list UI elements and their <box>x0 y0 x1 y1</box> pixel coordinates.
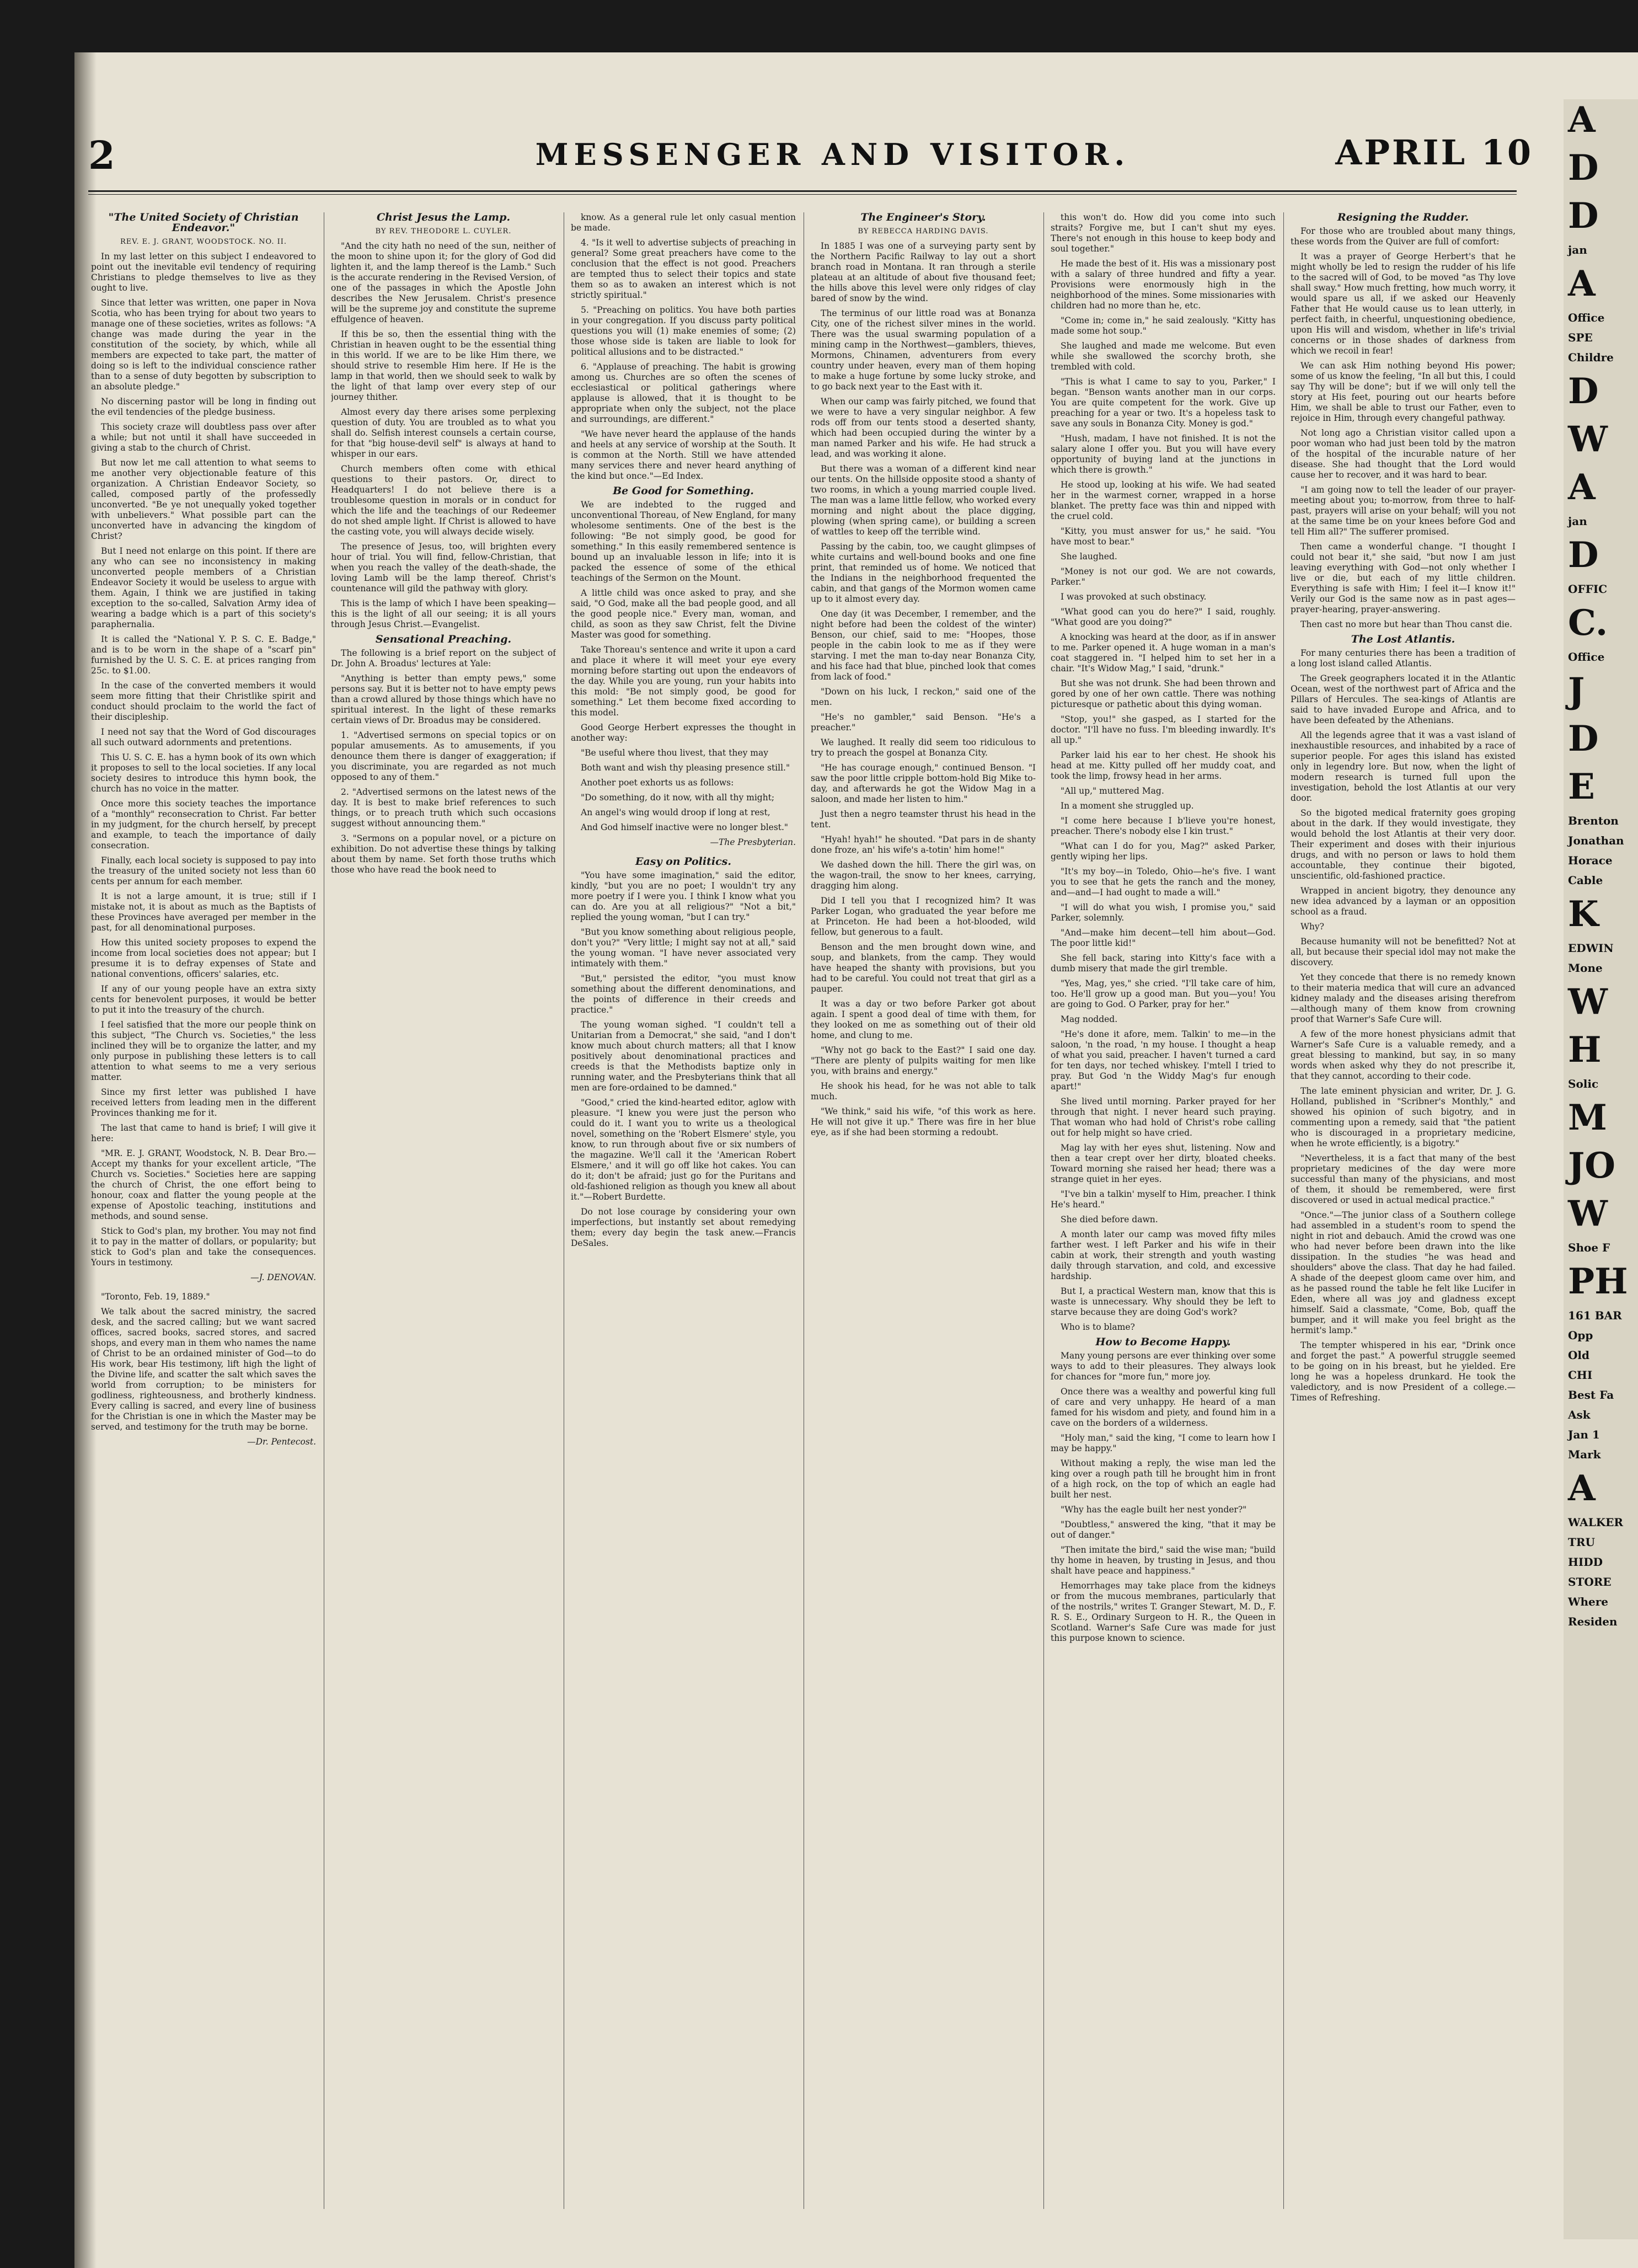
section-body <box>571 500 796 743</box>
section-title: The Lost Atlantis. <box>1351 633 1455 645</box>
article-title: Christ Jesus the Lamp. <box>376 212 511 223</box>
column-5 <box>1051 212 1276 2209</box>
paragraph: "And the city hath no need of the sun, neither of the moon to shine upon it; for the glory of God did lighten it, and the lamp thereof is the Lamb." Such is the accurate rendering in the Revised Version, of one of the passages in which the Apostle John describes the New Jerusalem. Christ's presence will be the supreme joy and constitute the supreme effulgence of heaven. <box>331 241 556 324</box>
adjacent-page-fragment: A <box>1568 1468 1596 1509</box>
paragraph: "Kitty, you must answer for us," he said. "You have most to bear." <box>1051 526 1276 547</box>
paragraph: A little child was once asked to pray, and she said, "O God, make all the bad people good, and all the good people nice." Every man, woman, and child, as soon as they saw Christ, felt the Divine Master was good for something. <box>571 588 796 640</box>
paragraph: Parker laid his ear to her chest. He shook his head at me. Kitty pulled off her muddy coat, and took the limp, frowsy head in her arms. <box>1051 750 1276 781</box>
adjacent-page-fragment: Childre <box>1568 351 1614 364</box>
paragraph: Why? <box>1300 922 1324 932</box>
adjacent-page-fragment: A <box>1568 467 1596 508</box>
paragraph: No discerning pastor will be long in finding out the evil tendencies of the pledge business. <box>91 397 316 417</box>
adjacent-page-fragment: H <box>1568 1029 1602 1071</box>
article-signature: —J. DENOVAN. <box>250 1272 316 1282</box>
paragraph: An angel's wing would droop if long at rest, <box>581 807 770 817</box>
paragraph: She died before dawn. <box>1061 1215 1158 1224</box>
adjacent-page-fragment: JO <box>1568 1145 1616 1186</box>
paragraph: Passing by the cabin, too, we caught glimpses of white curtains and well-bound books and one fine print, that reminded us of home. We noticed that the Indians in the neighborhood frequented the cabin, and that gangs of the Mormon women came up to it almost every day. <box>811 542 1036 604</box>
article-body <box>91 252 316 1268</box>
adjacent-page-fragment: Brenton <box>1568 814 1619 827</box>
adjacent-page-fragment: D <box>1568 534 1599 576</box>
paragraph: It was a day or two before Parker got about again. I spent a good deal of time with them, for they looked on me as something out of their old home, and clung to me. <box>811 999 1036 1040</box>
paragraph: If any of our young people have an extra sixty cents for benevolent purposes, it would be better to put it into the treasury of the church. <box>91 984 316 1015</box>
page-header <box>88 132 1577 182</box>
paragraph: This society craze will doubtless pass over after a while; but not until it shall have succeeded in giving a stab to the church of Christ. <box>91 422 316 453</box>
paragraph: "And—make him decent—tell him about—God. The poor little kid!" <box>1051 928 1276 948</box>
paragraph: "Why not go back to the East?" I said one day. "There are plenty of pulpits waiting for men like you, with brains and energy." <box>811 1045 1036 1076</box>
paragraph: "I've bin a talkin' myself to Him, preacher. I think He's heard." <box>1051 1189 1276 1210</box>
adjacent-page-fragment: W <box>1568 981 1608 1023</box>
section-body <box>1291 1210 1516 1403</box>
adjacent-page-fragment: Shoe F <box>1568 1241 1610 1254</box>
paragraph: "We have never heard the applause of the hands and heels at any service of worship at the South. It is common at the North. Still we have attended many services there and never heard anything of the kind but once."—Ed Index. <box>571 429 796 481</box>
paragraph: "Stop, you!" she gasped, as I started for the doctor. "I'll have no fuss. I'm bleeding inwardly. It's all up." <box>1051 714 1276 745</box>
paragraph: He stood up, looking at his wife. We had seated her in the warmest corner, wrapped in a horse blanket. The pretty face was thin and nipped with the cruel cold. <box>1051 480 1276 521</box>
article-byline: REV. E. J. GRANT, WOODSTOCK. NO. II. <box>120 238 287 246</box>
adjacent-page-fragment: D <box>1568 718 1599 759</box>
paragraph: Not long ago a Christian visitor called upon a poor woman who had just been told by the matron of the hospital of the incurable nature of her disease. She had thought that the Lord would cause her to recover, and it was hard to bear. <box>1291 428 1516 480</box>
adjacent-page-fragment: Residen <box>1568 1615 1618 1628</box>
paragraph: The terminus of our little road was at Bonanza City, one of the richest silver mines in the world. There was the usual swarming population of a mining camp in the Northwest—gamblers, thieves, Mormons, Chinamen, adventurers from every country under heaven, every man of them hoping to make a huge fortune by some lucky stroke, and to go back next year to the East with it. <box>811 308 1036 392</box>
paragraph: 2. "Advertised sermons on the latest news of the day. It is best to make brief references to such things, or to preach truth which such occasions suggest without announcing them." <box>331 787 556 828</box>
adjacent-page-fragment: HIDD <box>1568 1555 1603 1569</box>
column-4 <box>811 212 1036 2209</box>
section-body <box>1051 1351 1276 1644</box>
paragraph: But now let me call attention to what seems to me another very objectionable feature of this organization. A Christian Endeavor Society, so called, composed partly of the professedly unconverted. "Be ye not unequally yoked together with unbelievers." What possible part can the unconverted have in advancing the kingdom of Christ? <box>91 458 316 541</box>
article-body-extra <box>91 1292 316 1432</box>
paragraph: In the case of the converted members it would seem more fitting that their Christlike spirit and conduct should proclaim to the world the fact of their discipleship. <box>91 681 316 722</box>
paragraph: Mag lay with her eyes shut, listening. Now and then a tear crept over her dirty, bloated cheeks. Toward morning she raised her head; there was a strange quiet in her eyes. <box>1051 1143 1276 1184</box>
paragraph: I was provoked at such obstinacy. <box>1061 592 1207 602</box>
adjacent-page-fragment: A <box>1568 263 1596 304</box>
paragraph: "Down on his luck, I reckon," said one of the men. <box>811 687 1036 707</box>
paragraph: 6. "Applause of preaching. The habit is growing among us. Churches are so often the scenes of ecclesiastical or political gatherings where applause is allowed, that it is thought to be appropriate when only the subject, not the place and surroundings, are different." <box>571 362 796 424</box>
paragraph: "Do something, do it now, with all thy might; <box>581 793 775 803</box>
adjacent-page-fragment: WALKER <box>1568 1516 1624 1529</box>
paragraph: "Hush, madam, I have not finished. It is not the salary alone I offer you. But you will have every opportunity of buying land at the junctions in which there is growth." <box>1051 434 1276 475</box>
paragraph: Mag nodded. <box>1061 1014 1118 1024</box>
paragraph: This is the lamp of which I have been speaking—this is the light of all our seeing; it is all yours through Jesus Christ.—Evangelist. <box>331 598 556 629</box>
paragraph: "What can I do for you, Mag?" asked Parker, gently wiping her lips. <box>1051 841 1276 862</box>
adjacent-page-fragment: Best Fa <box>1568 1388 1614 1402</box>
paragraph: 5. "Preaching on politics. You have both parties in your congregation. If you discuss party political questions you will (1) make enemies of some; (2) those whose side is taken are liable to look for political allusions and to be distracted." <box>571 305 796 357</box>
column-rule <box>1283 212 1284 2209</box>
paragraph: In my last letter on this subject I endeavored to point out the inevitable evil tendency of requiring Christians to pledge themselves to live as they ought to live. <box>91 252 316 293</box>
article-byline: BY REBECCA HARDING DAVIS. <box>858 227 989 236</box>
paragraph: Stick to God's plan, my brother. You may not find it to pay in the matter of dollars, or popularity; but stick to God's plan and take the consequences. Yours in testimony. <box>91 1226 316 1267</box>
paragraph: She laughed. <box>1061 552 1117 561</box>
paragraph: "But you know something about religious people, don't you?" "Very little; I might say not at all," said the young woman. "I have never associated very intimately with them." <box>571 927 796 969</box>
adjacent-page-fragment: jan <box>1568 243 1587 256</box>
paragraph: How this united society proposes to expend the income from local societies does not appear; but I presume it is to defray expenses of State and national conventions, officers' salaries, etc. <box>91 938 316 979</box>
paragraph: We dashed down the hill. There the girl was, on the wagon-trail, the snow to her knees, carrying, dragging him along. <box>811 860 1036 891</box>
paragraph: "Doubtless," answered the king, "that it may be out of danger." <box>1051 1520 1276 1540</box>
poem-signature: —The Presbyterian. <box>710 837 796 847</box>
column-3 <box>571 212 796 2209</box>
paragraph: We are indebted to the rugged and unconventional Thoreau, of New England, for many wholesome sentiments. One of the best is the following: "Be not simply good, be good for something." In this easily remembered sentence is bound up an invaluable lesson in life; into it is packed the essence of some of the ethical teachings of the Sermon on the Mount. <box>571 500 796 583</box>
paragraph: A knocking was heard at the door, as if in answer to me. Parker opened it. A huge woman in a man's coat staggered in. "I helped him to set her in a chair. "It's Widow Mag," I said, "drunk." <box>1051 632 1276 673</box>
paragraph: Almost every day there arises some perplexing question of duty. You are troubled as to what you shall do. Selfish interest counsels a certain course, for that "big house-devil self" is always at hand to whisper in our ears. <box>331 407 556 459</box>
paragraph: A few of the more honest physicians admit that Warner's Safe Cure is a valuable remedy, and a great blessing to mankind, but say, in so many words when asked why they do not prescribe it, that they cannot, according to their code. <box>1291 1029 1516 1081</box>
paragraph: We can ask Him nothing beyond His power; some of us know the feeling, "In all but this, I could say Thy will be done"; but if we will only tell the story at His feet, pouring out our hearts before Him, we shall be able to trust our Father, even to rejoice in Him, through every changeful pathway. <box>1291 361 1516 423</box>
adjacent-page-edge <box>1564 99 1638 2239</box>
paragraph: He made the best of it. His was a missionary post with a salary of three hundred and fifty a year. Provisions were enormously high in the neighborhood of the mines. Some missionaries with children had no more than he, etc. <box>1051 259 1276 311</box>
adjacent-page-fragment: C. <box>1568 602 1608 644</box>
paragraph: She lived until morning. Parker prayed for her through that night. I never heard such praying. That woman who had hold of Christ's robe calling out for help might so have cried. <box>1051 1096 1276 1138</box>
section-title: How to Become Happy. <box>1095 1336 1231 1348</box>
paragraph: Wrapped in ancient bigotry, they denounce any new idea advanced by a layman or an opposition school as a fraud. <box>1291 886 1516 917</box>
paragraph: So the bigoted medical fraternity goes groping about in the dark. If they would investigate, they would behold the lost Atlantis at their very door. Their experiment and doses with their injurious drugs, and with no person or laws to hold them accountable, they continue their bigoted, unscientific, old-fashioned practice. <box>1291 808 1516 881</box>
adjacent-page-fragment: Old <box>1568 1349 1590 1362</box>
paragraph: "Come in; come in," he said zealously. "Kitty has made some hot soup." <box>1051 315 1276 336</box>
paragraph: Once there was a wealthy and powerful king full of care and very unhappy. He heard of a man famed for his wisdom and piety, and found him in a cave on the borders of a wilderness. <box>1051 1387 1276 1428</box>
paragraph: "MR. E. J. GRANT, Woodstock, N. B. Dear Bro.—Accept my thanks for your excellent article, "The Church vs. Societies." Societies here are sapping the church of Christ, the one effort being to honour, coax and flatter the young people at the expense of Apostolic teaching, institutions and methods, and sound sense. <box>91 1148 316 1221</box>
paragraph: The following is a brief report on the subject of Dr. John A. Broadus' lectures at Yale: <box>331 648 556 668</box>
adjacent-page-fragment: E <box>1568 766 1595 807</box>
column-rule <box>1043 212 1044 2209</box>
paragraph: "Hyah! hyah!" he shouted. "Dat pars in de shanty done froze, an' his wife's a-totin' him home!" <box>811 835 1036 855</box>
adjacent-page-fragment: K <box>1568 894 1599 935</box>
paragraph: "I am going now to tell the leader of our prayer-meeting about you; to-morrow, from three to half-past, prayers will arise on your behalf; will you not at the same time be on your knees before God and tell Him all?" The sufferer promised. <box>1291 485 1516 537</box>
paragraph: A month later our camp was moved fifty miles farther west. I left Parker and his wife in their cabin at work, their strength and youth wasting daily through starvation, and cold, and excessive hardship. <box>1051 1229 1276 1281</box>
paragraph: Many young persons are ever thinking over some ways to add to their pleasures. They always look for chances for "more fun," more joy. <box>1051 1351 1276 1382</box>
adjacent-page-fragment: M <box>1568 1097 1607 1138</box>
issue-date: APRIL 10 <box>1335 132 1533 173</box>
adjacent-page-fragment: CHI <box>1568 1368 1593 1382</box>
adjacent-page-fragment: TRU <box>1568 1536 1595 1549</box>
paragraph: She fell back, staring into Kitty's face with a dumb misery that made the girl tremble. <box>1051 953 1276 973</box>
adjacent-page-fragment: SPE <box>1568 331 1593 344</box>
paragraph: The presence of Jesus, too, will brighten every hour of trial. You will find, fellow-Christian, that when you reach the valley of the death-shade, the loving Lamb will be the lamp thereof. Christ's countenance will gild the pathway with glory. <box>331 542 556 593</box>
paragraph: Since that letter was written, one paper in Nova Scotia, who has been trying for about two years to manage one of these societies, writes as follows: "A change was made during the year in the constitution of the society, by which, while all members are expected to take part, the matter of doing so is left to the individual conscience rather than to a sense of duty begotten by subscription to an absolute pledge." <box>91 298 316 392</box>
paragraph: Without making a reply, the wise man led the king over a rough path till he brought him in front of a high rock, on the top of which an eagle had built her nest. <box>1051 1458 1276 1500</box>
paragraph: "I come here because I b'lieve you're honest, preacher. There's nobody else I kin trust." <box>1051 816 1276 836</box>
paragraph: All the legends agree that it was a vast island of inexhaustible resources, and inhabited by a race of superior people. For ages this island has existed only in legendry lore. But now, when the light of modern research is turned full upon the investigation, behold the lost Atlantis at our very door. <box>1291 730 1516 803</box>
adjacent-page-fragment: Mark <box>1568 1448 1601 1461</box>
paragraph: "Anything is better than empty pews," some persons say. But it is better not to have empty pews than a crowd allured by those things which have no spiritual interest. In the light of these remarks certain views of Dr. Broadus may be considered. <box>331 673 556 725</box>
paragraph: "You have some imagination," said the editor, kindly, "but you are no poet; I wouldn't try any more poetry if I were you. I think I know what you can do. Are you at all religious?" "Not a bit," replied the young woman, "but I can try." <box>571 870 796 922</box>
article-body <box>1291 226 1516 630</box>
article-body <box>811 241 1036 1138</box>
article-title: Resigning the Rudder. <box>1337 212 1469 223</box>
paragraph: Then cast no more but hear than Thou canst die. <box>1300 619 1512 629</box>
paragraph: Benson and the men brought down wine, and soup, and blankets, from the camp. They would have heaped the shanty with provisions, but you had to be careful. You could not treat that girl as a pauper. <box>811 942 1036 994</box>
paragraph: "But," persisted the editor, "you must know something about the different denominations, and the points of difference in their creeds and practice." <box>571 973 796 1015</box>
paragraph: One day (it was December, I remember, and the night before had been the coldest of the winter) Benson, our chief, said to me: "Hoopes, those people in the cabin look to me as if they were starving. I met the man to-day near Bonanza City, and his face had that blue, pinched look that comes from lack of food." <box>811 609 1036 682</box>
paragraph: "Yes, Mag, yes," she cried. "I'll take care of him, too. He'll grow up a good man. But you—you! You are going to God. O Parker, pray for her." <box>1051 978 1276 1009</box>
article-byline: BY REV. THEODORE L. CUYLER. <box>375 227 512 236</box>
paragraph: Finally, each local society is supposed to pay into the treasury of the united society not less than 60 cents per annum for each member. <box>91 855 316 886</box>
article-title: "The United Society of Christian Endeavor." <box>108 212 299 234</box>
page-number: 2 <box>88 132 115 178</box>
paragraph: The tempter whispered in his ear, "Drink once and forget the past." A powerful struggle seemed to be going on in his breast, but he yielded. Ere long he was a hopeless drunkard. He took the valedictory, and is now President of a college.—Times of Refreshing. <box>1291 1340 1516 1403</box>
section-title: Easy on Politics. <box>635 855 731 868</box>
adjacent-page-fragment: PH <box>1568 1261 1628 1302</box>
paragraph: "Toronto, Feb. 19, 1889." <box>101 1292 210 1302</box>
paragraph: The last that came to hand is brief; I will give it here: <box>91 1123 316 1143</box>
paragraph: The late eminent physician and writer, Dr. J. G. Holland, published in "Scribner's Monthly," and showed his opinion of such bigotry, and in commenting upon a remedy, said that "the patient who is discouraged in a proprietary medicine, when he wrote efficiently, is a bigotry." <box>1291 1086 1516 1148</box>
paragraph: I need not say that the Word of God discourages all such outward adornments and pretentions. <box>91 727 316 747</box>
section-title: Sensational Preaching. <box>375 633 512 645</box>
paragraph: Who is to blame? <box>1061 1322 1135 1332</box>
paragraph: "He has courage enough," continued Benson. "I saw the poor little cripple bottom-hold Big Mike to-day, and afterwards he got the Widow Mag in a saloon, and made her listen to him." <box>811 763 1036 804</box>
paragraph: It is not a large amount, it is true; still if I mistake not, it is about as much as the Baptists of these Provinces have averaged per member in the past, for all denominational purposes. <box>91 891 316 933</box>
paragraph: We laughed. It really did seem too ridiculous to try to preach the gospel at Bonanza City. <box>811 737 1036 758</box>
paragraph: The Greek geographers located it in the Atlantic Ocean, west of the northwest part of Africa and the Pillars of Hercules. The sea-kings of Atlantis are said to have invaded Europe and Africa, and to have been defeated by the Athenians. <box>1291 673 1516 725</box>
adjacent-page-fragment: Opp <box>1568 1329 1593 1342</box>
paragraph: But she was not drunk. She had been thrown and gored by one of her own cattle. There was nothing picturesque or pathetic about this dying woman. <box>1051 678 1276 709</box>
paragraph: "Once."—The junior class of a Southern college had assembled in a student's room to spend the night in riot and debauch. Amid the crowd was one who had never before been drawn into the like dissipation. In the studies "he was head and shoulders" above the class. That day he had failed. A shade of the deepest gloom came over him, and as he passed round the table he felt like Lucifer in Eden, where all was joy and gladness except himself. Said a classmate, "Come, Bob, quaff the bumper, and it will make you feel bright as the hermit's lamp." <box>1291 1210 1516 1335</box>
paragraph: He shook his head, for he was not able to talk much. <box>811 1081 1036 1101</box>
paragraph: If this be so, then the essential thing with the Christian in heaven ought to be the essential thing in this world. If we are to be like Him there, we should strive to resemble Him here. If He is the lamp in that world, then we should seek to walk by the light of that lamp over every step of our journey thither. <box>331 329 556 402</box>
section-title: Be Good for Something. <box>613 485 754 497</box>
adjacent-page-fragment: jan <box>1568 515 1587 528</box>
paragraph: It is called the "National Y. P. S. C. E. Badge," and is to be worn in the shape of a "scarf pin" furnished by the U. S. C. E. at prices ranging from 25c. to $1.00. <box>91 634 316 676</box>
paragraph: Hemorrhages may take place from the kidneys or from the mucous membranes, particularly that of the nostrils," writes T. Granger Stewart, M. D., F. R. S. E., Ordinary Surgeon to H. R., the Queen in Scotland. Warner's Safe Cure was made for just this purpose known to science. <box>1051 1581 1276 1643</box>
paragraph: Another poet exhorts us as follows: <box>581 778 734 788</box>
adjacent-page-fragment: A <box>1568 99 1596 141</box>
paragraph: In 1885 I was one of a surveying party sent by the Northern Pacific Railway to lay out a short branch road in Montana. It ran through a sterile plateau at an altitude of about five thousand feet; the hills above this level were only ridges of clay bared of snow by the wind. <box>811 241 1036 303</box>
article-body <box>331 241 556 630</box>
paragraph: "Holy man," said the king, "I come to learn how I may be happy." <box>1051 1433 1276 1453</box>
adjacent-page-fragment: Ask <box>1568 1408 1591 1421</box>
paragraph: Good George Herbert expresses the thought in another way: <box>571 723 796 743</box>
section-body <box>1291 648 1516 1206</box>
paragraph: For many centuries there has been a tradition of a long lost island called Atlantis. <box>1291 648 1516 668</box>
article-signature-extra: —Dr. Pentecost. <box>247 1437 316 1447</box>
paragraph: But there was a woman of a different kind near our tents. On the hillside opposite stood a shanty of two rooms, in which a young married couple lived. The man was a lame little fellow, who worked every morning and night about the place digging, plowing (when spring came), or building a screen of wattles to keep off the terrible wind. <box>811 464 1036 537</box>
paragraph: "This is what I came to say to you, Parker," I began. "Benson wants another man in our corps. You are quite competent for the work. Give up preaching for a year or two. It's a hopeless task to save any souls in Bonanza City. Money is god." <box>1051 377 1276 429</box>
paragraph: 4. "Is it well to advertise subjects of preaching in general? Some great preachers have come to the conclusion that the effect is not good. Preachers are tempted thus to select their topics and state them so as to awaken an interest which is not strictly spiritual." <box>571 238 796 300</box>
paragraph: Then came a wonderful change. "I thought I could not bear it," she said, "but now I am just leaving everything with God—not only whether I live or die, but each of my little children. Everything is safe with Him; I feel it—I know it!" Verily our God is the same now as in past ages—prayer-hearing, prayer-answering. <box>1291 542 1516 614</box>
paragraph: And God himself inactive were no longer blest." <box>581 822 789 832</box>
adjacent-page-fragment: EDWIN <box>1568 942 1614 955</box>
adjacent-page-fragment: Solic <box>1568 1077 1599 1090</box>
paragraph: "Money is not our god. We are not cowards, Parker." <box>1051 566 1276 587</box>
adjacent-page-fragment: W <box>1568 1193 1608 1234</box>
paragraph: Church members often come with ethical questions to their pastors. Or, direct to Headquarters! I do not believe there is a troublesome question in morals or in conduct for which the life and the teachings of our Redeemer do not shed ample light. If Christ is allowed to have the casting vote, you will always decide wisely. <box>331 464 556 537</box>
paragraph: Both want and wish thy pleasing presence still." <box>581 763 790 773</box>
paragraph: "Be useful where thou livest, that they may <box>581 748 768 758</box>
paragraph: Yet they concede that there is no remedy known to their materia medica that will cure an advanced kidney malady and the diseases arising therefrom—although many of them know from crowning proof that Warner's Safe Cure will. <box>1291 972 1516 1024</box>
paragraph: "Good," cried the kind-hearted editor, aglow with pleasure. "I knew you were just the person who could do it. I want you to write us a theological novel, something on the 'Robert Elsmere' style, you know, to run through about five or six numbers of the magazine. We'll call it the 'American Robert Elsmere,' and it will go off like hot cakes. You can do it; don't be afraid; just go for the Puritans and old-fashioned religion as though you knew all about it."—Robert Burdette. <box>571 1098 796 1202</box>
paragraph: We talk about the sacred ministry, the sacred desk, and the sacred calling; but we want sacred offices, sacred books, sacred stores, and sacred shops, and every man in them who names the name of Christ to be an ordained minister of God—to do His work, bear His testimony, lift high the light of the Divine life, and scatter the salt which saves the world from corruption; to be ministers for godliness, righteousness, and brotherly kindness. Every calling is sacred, and every line of business for the Christian is one in which the Master may be served, and testimony for the truth may be borne. <box>91 1307 316 1432</box>
paragraph: Once more this society teaches the importance of a "monthly" reconsecration to Christ. Far better in my judgment, for the church herself, by precept and example, to teach the importance of daily consecration. <box>91 799 316 851</box>
paragraph: "Why has the eagle built her nest yonder?" <box>1061 1505 1247 1515</box>
paragraph: "I will do what you wish, I promise you," said Parker, solemnly. <box>1051 902 1276 923</box>
paragraph: When our camp was fairly pitched, we found that we were to have a very singular neighbor. A few rods off from our tents stood a deserted shanty, which had been occupied during the winter by a man named Parker and his wife. He had struck a lead, and was working it alone. <box>811 397 1036 459</box>
adjacent-page-fragment: Jonathan <box>1568 834 1624 847</box>
adjacent-page-fragment: D <box>1568 195 1599 237</box>
article-body <box>571 212 796 482</box>
paragraph: "It's my boy—in Toledo, Ohio—he's five. I want you to see that he gets the ranch and the money, and—and—I had ought to made a will." <box>1051 866 1276 897</box>
paragraph: Do not lose courage by considering your own imperfections, but instantly set about remedying them; every day begin the task anew.—Francis DeSales. <box>571 1207 796 1248</box>
poem <box>571 748 796 833</box>
paragraph: this won't do. How did you come into such straits? Forgive me, but I can't shut my eyes. There's not enough in this house to keep body and soul together." <box>1051 212 1276 254</box>
adjacent-page-fragment: Mone <box>1568 961 1603 975</box>
paragraph: She laughed and made me welcome. But even while she swallowed the scorchy broth, she trembled with cold. <box>1051 341 1276 372</box>
adjacent-page-fragment: Jan 1 <box>1568 1428 1600 1441</box>
adjacent-page-fragment: Where <box>1568 1595 1608 1608</box>
adjacent-page-fragment: D <box>1568 147 1599 189</box>
column-1 <box>91 212 316 2209</box>
article-body <box>1051 212 1276 1333</box>
paragraph: Take Thoreau's sentence and write it upon a card and place it where it will meet your eye every morning before starting out upon the endeavors of the day. While you are young, run your habits into this mold: "Be not simply good, be good for something." Let them become fixed according to this model. <box>571 645 796 718</box>
paragraph: Because humanity will not be benefitted? Not at all, but because their special idol may not make the discovery. <box>1291 937 1516 967</box>
paragraph: This U. S. C. E. has a hymn book of its own which it proposes to sell to the local societies. If any local society desires to introduce this hymn book, the church has no voice in the matter. <box>91 752 316 794</box>
section-body <box>331 648 556 875</box>
adjacent-page-fragment: OFFIC <box>1568 582 1608 596</box>
adjacent-page-fragment: Office <box>1568 311 1605 324</box>
paragraph: Just then a negro teamster thrust his head in the tent. <box>811 809 1036 830</box>
adjacent-page-fragment: Office <box>1568 650 1605 664</box>
paragraph: 1. "Advertised sermons on special topics or on popular amusements. As to amusements, if you denounce them there is danger of exaggeration; if you discriminate, you are regarded as not much opposed to any of them." <box>331 730 556 782</box>
header-rule <box>88 190 1517 192</box>
paragraph: 3. "Sermons on a popular novel, or a picture on exhibition. Do not advertise these things by talking about them by name. Set forth those truths which those who have read the book need to <box>331 833 556 875</box>
column-6 <box>1291 212 1516 2209</box>
paragraph: The young woman sighed. "I couldn't tell a Unitarian from a Democrat," she said, "and I don't know much about church matters; all that I know positively about denominational practices and creeds is that the Methodists baptize only in running water, and the Presbyterians think that all men are fore-ordained to be damned." <box>571 1020 796 1093</box>
paragraph: know. As a general rule let only casual mention be made. <box>571 212 796 233</box>
section-body <box>571 870 796 1249</box>
paragraph: In a moment she struggled up. <box>1061 801 1194 811</box>
header-rule-thin <box>88 194 1517 195</box>
paragraph: "What good can you do here?" I said, roughly. "What good are you doing?" <box>1051 607 1276 627</box>
adjacent-page-fragment: STORE <box>1568 1575 1612 1588</box>
column-2 <box>331 212 556 2209</box>
adjacent-page-fragment: Cable <box>1568 874 1603 887</box>
paragraph: "Nevertheless, it is a fact that many of the best proprietary medicines of the day were more successful than many of the physicians, and most of them, it should be remembered, were first discovered or used in actual medical practice." <box>1291 1153 1516 1205</box>
adjacent-page-fragment: J <box>1568 670 1585 712</box>
paragraph: "He's done it afore, mem. Talkin' to me—in the saloon, 'n the road, 'n my house. I thought a heap of what you said, preacher. I haven't turned a card for ten days, nor teched whiskey. I'mtell I tried to pray. But God 'n the Widdy Mag's fur enough apart!" <box>1051 1029 1276 1092</box>
paragraph: But I, a practical Western man, know that this is waste is unnecessary. Why should they be left to starve because they are doing God's work? <box>1051 1286 1276 1317</box>
paragraph: "All up," muttered Mag. <box>1061 786 1164 796</box>
paragraph: "We think," said his wife, "of this work as here. He will not give it up." There was fire in her blue eye, as if she had been storming a redoubt. <box>811 1106 1036 1137</box>
article-title: The Engineer's Story. <box>860 212 986 223</box>
paragraph: I feel satisfied that the more our people think on this subject, "The Church vs. Societies," the less inclined they will be to organize the latter, and my only purpose in publishing these letters is to call attention to what seems to me a very serious matter. <box>91 1020 316 1082</box>
paragraph: For those who are troubled about many things, these words from the Quiver are full of comfort: <box>1291 226 1516 247</box>
paragraph: It was a prayer of George Herbert's that he might wholly be led to resign the rudder of his life to the sacred will of God, to be moved "as Thy love shall sway." How much fretting, how much worry, it would spare us all, if we asked our Heavenly Father that He would cause us to lean utterly, in perfect faith, in cheerful, unquestioning obedience, upon His will and wisdom, whether in life's trivial concerns or in those shades of darkness from which we recoil in fear! <box>1291 252 1516 356</box>
paragraph: "He's no gambler," said Benson. "He's a preacher." <box>811 712 1036 732</box>
paragraph: Since my first letter was published I have received letters from leading men in the different Provinces thanking me for it. <box>91 1087 316 1118</box>
adjacent-page-fragment: 161 BAR <box>1568 1309 1622 1322</box>
adjacent-page-fragment: Horace <box>1568 854 1613 867</box>
masthead-title: MESSENGER AND VISITOR. <box>535 137 1131 172</box>
paragraph: "Then imitate the bird," said the wise man; "build thy home in heaven, by trusting in Jesus, and thou shalt have peace and happiness." <box>1051 1545 1276 1576</box>
paragraph: Did I tell you that I recognized him? It was Parker Logan, who graduated the year before me at Princeton. He had been a hot-blooded, wild fellow, but generous to a fault. <box>811 896 1036 937</box>
paragraph: But I need not enlarge on this point. If there are any who can see no inconsistency in making unconverted people members of a Christian Endeavor Society it would be useless to argue with them. Again, I think we are justified in taking exception to the so-called, Salvation Army idea of wearing a badge which is a part of this society's paraphernalia. <box>91 546 316 629</box>
adjacent-page-fragment: W <box>1568 419 1608 460</box>
adjacent-page-fragment: D <box>1568 371 1599 412</box>
